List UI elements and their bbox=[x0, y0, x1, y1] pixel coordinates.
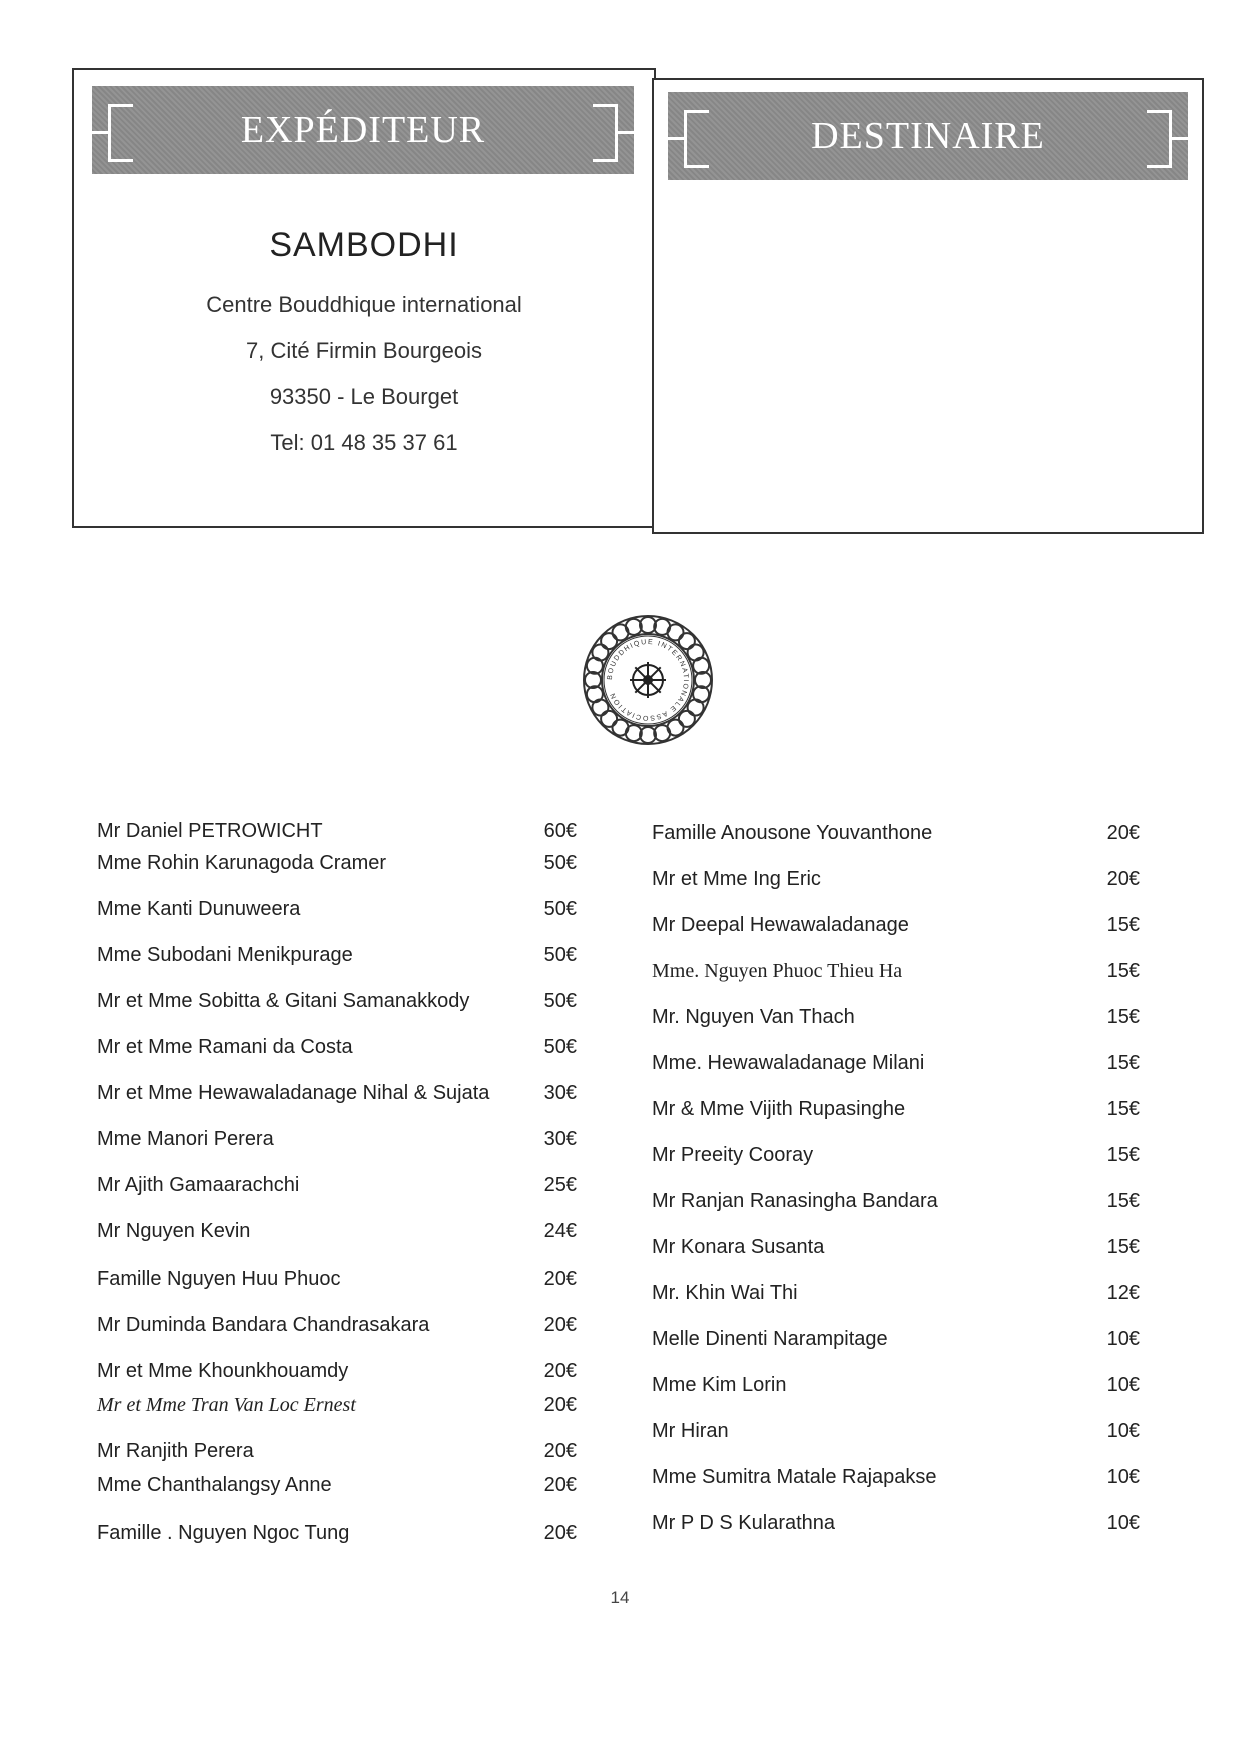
seal-text: BOUDDHIQUE INTERNATIONALE ASSOCIATION bbox=[606, 638, 690, 722]
donor-name: Mr et Mme Ramani da Costa bbox=[97, 1036, 353, 1058]
donor-row bbox=[652, 1328, 1140, 1358]
donor-row bbox=[652, 960, 1140, 990]
donor-row bbox=[97, 1314, 577, 1344]
donor-row bbox=[652, 1466, 1140, 1496]
donor-row bbox=[97, 1128, 577, 1158]
seal-petal bbox=[613, 720, 629, 736]
donor-amount: 20€ bbox=[543, 1394, 577, 1416]
donor-amount: 15€ bbox=[1106, 1006, 1140, 1028]
donor-amount: 50€ bbox=[543, 944, 577, 966]
sender-address-line: Centre Bouddhique international bbox=[206, 292, 522, 317]
donor-amount: 15€ bbox=[1106, 1190, 1140, 1212]
donor-amount: 50€ bbox=[543, 898, 577, 920]
sender-address-line: 7, Cité Firmin Bourgeois bbox=[246, 338, 482, 363]
donor-row bbox=[652, 868, 1140, 898]
sender-box bbox=[72, 68, 656, 528]
donor-amount: 10€ bbox=[1106, 1420, 1140, 1442]
donor-amount: 10€ bbox=[1106, 1512, 1140, 1534]
donor-amount: 20€ bbox=[543, 1360, 577, 1382]
donor-row bbox=[652, 1512, 1140, 1542]
donor-name: Mr. Nguyen Van Thach bbox=[652, 1006, 855, 1028]
donor-amount: 12€ bbox=[1106, 1282, 1140, 1304]
donor-name: Mr Hiran bbox=[652, 1420, 729, 1442]
donor-name: Mr Ranjith Perera bbox=[97, 1440, 254, 1462]
donor-name: Mme Rohin Karunagoda Cramer bbox=[97, 852, 387, 874]
recipient-box bbox=[652, 78, 1204, 534]
donor-amount: 20€ bbox=[1106, 822, 1140, 844]
donor-amount: 10€ bbox=[1106, 1328, 1140, 1350]
donor-amount: 15€ bbox=[1106, 1052, 1140, 1074]
donor-row bbox=[97, 1268, 577, 1298]
seal-petal bbox=[679, 711, 695, 727]
donor-row bbox=[652, 822, 1140, 852]
right-bracket-icon bbox=[1147, 110, 1172, 168]
seal-petal bbox=[601, 633, 617, 649]
donor-name: Mme Kim Lorin bbox=[652, 1374, 787, 1396]
recipient-banner bbox=[668, 92, 1188, 180]
donor-amount: 10€ bbox=[1106, 1374, 1140, 1396]
sender-banner-label: EXPÉDITEUR bbox=[240, 109, 486, 151]
donor-name: Mme Kanti Dunuweera bbox=[97, 898, 301, 920]
donor-row bbox=[97, 1082, 577, 1112]
donor-name: Mr Daniel PETROWICHT bbox=[97, 820, 323, 842]
donor-row bbox=[652, 1098, 1140, 1128]
page-number: 14 bbox=[610, 1588, 630, 1607]
donor-row bbox=[652, 1190, 1140, 1220]
donor-name: Mr et Mme Khounkhouamdy bbox=[97, 1360, 349, 1382]
dharma-wheel-seal-icon bbox=[580, 612, 716, 748]
donor-row bbox=[97, 820, 577, 850]
donor-row bbox=[97, 1036, 577, 1066]
donor-row bbox=[97, 990, 577, 1020]
donor-row bbox=[652, 1282, 1140, 1312]
donor-amount: 10€ bbox=[1106, 1466, 1140, 1488]
donor-name: Mr Duminda Bandara Chandrasakara bbox=[97, 1314, 430, 1336]
seal-petal bbox=[592, 645, 608, 661]
donor-amount: 25€ bbox=[543, 1174, 577, 1196]
donor-name: Mr Deepal Hewawaladanage bbox=[652, 914, 909, 936]
donor-row bbox=[97, 1174, 577, 1204]
seal-petal bbox=[668, 624, 684, 640]
donor-amount: 15€ bbox=[1106, 914, 1140, 936]
donor-amount: 15€ bbox=[1106, 960, 1140, 982]
donor-amount: 20€ bbox=[543, 1440, 577, 1462]
donor-amount: 20€ bbox=[1106, 868, 1140, 890]
donor-name: Melle Dinenti Narampitage bbox=[652, 1328, 888, 1350]
donor-row bbox=[97, 1220, 577, 1250]
donor-name: Mr Ranjan Ranasingha Bandara bbox=[652, 1190, 938, 1212]
donor-name: Mme. Nguyen Phuoc Thieu Ha bbox=[652, 960, 903, 982]
donor-name: Mme Sumitra Matale Rajapakse bbox=[652, 1466, 937, 1488]
donor-amount: 60€ bbox=[543, 820, 577, 842]
seal-petal bbox=[679, 633, 695, 649]
donor-row bbox=[97, 1440, 577, 1470]
sender-banner bbox=[92, 86, 634, 174]
donor-row bbox=[97, 898, 577, 928]
donor-row bbox=[652, 1236, 1140, 1266]
donor-name: Mr et Mme Ing Eric bbox=[652, 868, 821, 890]
donor-amount: 50€ bbox=[543, 1036, 577, 1058]
donor-amount: 50€ bbox=[543, 852, 577, 874]
donor-name: Famille Nguyen Huu Phuoc bbox=[97, 1268, 341, 1290]
donor-row bbox=[652, 914, 1140, 944]
donor-name: Mr Ajith Gamaarachchi bbox=[97, 1174, 300, 1196]
donor-amount: 15€ bbox=[1106, 1098, 1140, 1120]
donor-amount: 30€ bbox=[543, 1128, 577, 1150]
right-bracket-icon bbox=[593, 104, 618, 162]
donor-row bbox=[97, 1394, 577, 1424]
donor-name: Mme Subodani Menikpurage bbox=[97, 944, 353, 966]
donor-name: Mr Konara Susanta bbox=[652, 1236, 825, 1258]
donor-amount: 30€ bbox=[543, 1082, 577, 1104]
sender-address-line: 93350 - Le Bourget bbox=[269, 384, 459, 409]
donor-row bbox=[97, 1522, 577, 1552]
sender-phone: Tel: 01 48 35 37 61 bbox=[270, 430, 458, 455]
donor-row bbox=[652, 1144, 1140, 1174]
donor-amount: 20€ bbox=[543, 1522, 577, 1544]
donor-name: Famille Anousone Youvanthone bbox=[652, 822, 933, 844]
donor-row bbox=[97, 1474, 577, 1504]
seal-petal bbox=[601, 711, 617, 727]
donor-name: Mr Nguyen Kevin bbox=[97, 1220, 251, 1242]
donor-name: Mme Manori Perera bbox=[97, 1128, 274, 1150]
donor-name: Mme Chanthalangsy Anne bbox=[97, 1474, 332, 1496]
donor-name: Mr et Mme Tran Van Loc Ernest bbox=[97, 1394, 356, 1416]
donor-amount: 20€ bbox=[543, 1474, 577, 1496]
donor-amount: 50€ bbox=[543, 990, 577, 1012]
sender-name: SAMBODHI bbox=[269, 226, 459, 264]
recipient-banner-label: DESTINAIRE bbox=[811, 115, 1045, 157]
donor-row bbox=[652, 1006, 1140, 1036]
donor-name: Mr P D S Kularathna bbox=[652, 1512, 836, 1534]
donor-name: Famille . Nguyen Ngoc Tung bbox=[97, 1522, 350, 1544]
seal-petal bbox=[688, 700, 704, 716]
donor-name: Mr et Mme Hewawaladanage Nihal & Sujata bbox=[97, 1082, 490, 1104]
donor-amount: 15€ bbox=[1106, 1236, 1140, 1258]
donor-name: Mr Preeity Cooray bbox=[652, 1144, 814, 1166]
donor-amount: 24€ bbox=[543, 1220, 577, 1242]
donor-amount: 15€ bbox=[1106, 1144, 1140, 1166]
donor-name: Mr & Mme Vijith Rupasinghe bbox=[652, 1098, 906, 1120]
donor-row bbox=[652, 1420, 1140, 1450]
donor-name: Mr. Khin Wai Thi bbox=[652, 1282, 798, 1304]
donor-name: Mme. Hewawaladanage Milani bbox=[652, 1052, 925, 1074]
donor-row bbox=[652, 1052, 1140, 1082]
donor-row bbox=[97, 852, 577, 882]
donor-row bbox=[97, 944, 577, 974]
donor-row bbox=[97, 1360, 577, 1390]
donor-amount: 20€ bbox=[543, 1314, 577, 1336]
donor-name: Mr et Mme Sobitta & Gitani Samanakkody bbox=[97, 990, 470, 1012]
donor-amount: 20€ bbox=[543, 1268, 577, 1290]
donor-row bbox=[652, 1374, 1140, 1404]
